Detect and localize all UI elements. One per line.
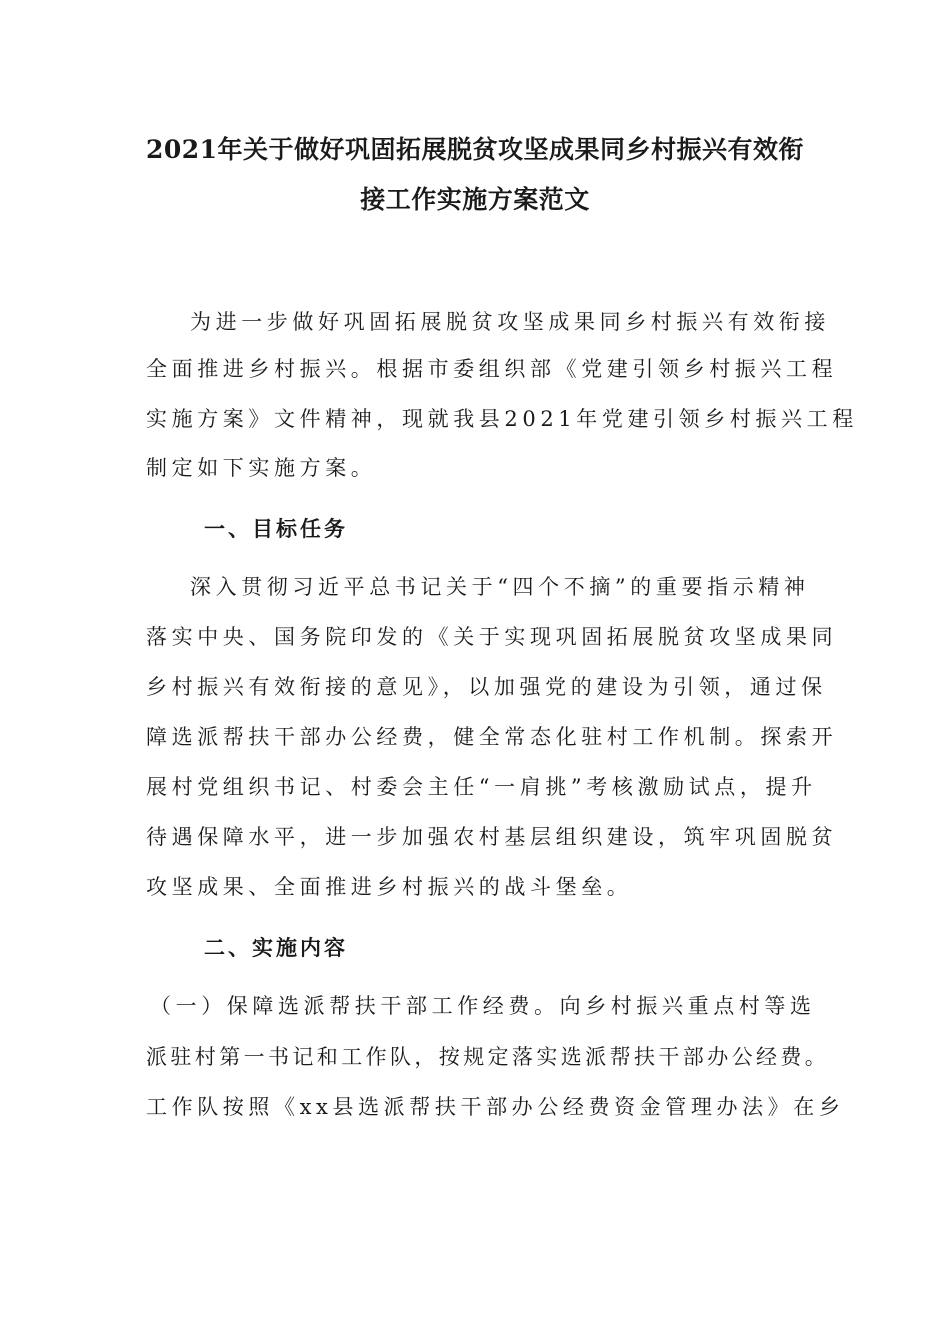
section1-line-4: 障选派帮扶干部办公经费，健全常态化驻村工作机制。探索开 bbox=[146, 725, 838, 749]
section1-line-5: 展村党组织书记、村委会主任“一肩挑”考核激励试点，提升 bbox=[146, 775, 817, 799]
section1-line-2: 落实中央、国务院印发的《关于实现巩固拓展脱贫攻坚成果同 bbox=[146, 625, 838, 649]
intro-line-4: 制定如下实施方案。 bbox=[146, 456, 377, 480]
intro-line-3: 实施方案》文件精神，现就我县2021年党建引领乡村振兴工程 bbox=[146, 407, 858, 431]
document-title-line-1: 2021年关于做好巩固拓展脱贫攻坚成果同乡村振兴有效衔 bbox=[145, 135, 805, 164]
section-heading-content: 二、实施内容 bbox=[204, 935, 348, 960]
section-heading-goals: 一、目标任务 bbox=[204, 516, 348, 541]
intro-line-1: 为进一步做好巩固拓展脱贫攻坚成果同乡村振兴有效衔接 bbox=[190, 310, 830, 334]
section1-line-6: 待遇保障水平，进一步加强农村基层组织建设，筑牢巩固脱贫 bbox=[146, 825, 838, 849]
intro-line-2: 全面推进乡村振兴。根据市委组织部《党建引领乡村振兴工程 bbox=[146, 357, 838, 381]
section2-line-1: （一）保障选派帮扶干部工作经费。向乡村振兴重点村等选 bbox=[150, 994, 816, 1018]
section1-line-7: 攻坚成果、全面推进乡村振兴的战斗堡垒。 bbox=[146, 875, 633, 899]
section2-line-3: 工作队按照《xx县选派帮扶干部办公经费资金管理办法》在乡 bbox=[146, 1095, 845, 1119]
section1-line-3: 乡村振兴有效衔接的意见》，以加强党的建设为引领，通过保 bbox=[146, 675, 827, 699]
section2-line-2: 派驻村第一书记和工作队，按规定落实选派帮扶干部办公经费。 bbox=[146, 1045, 830, 1069]
section1-line-1: 深入贯彻习近平总书记关于“四个不摘”的重要指示精神 bbox=[190, 575, 810, 599]
document-title-line-2: 接工作实施方案范文 bbox=[360, 185, 590, 214]
